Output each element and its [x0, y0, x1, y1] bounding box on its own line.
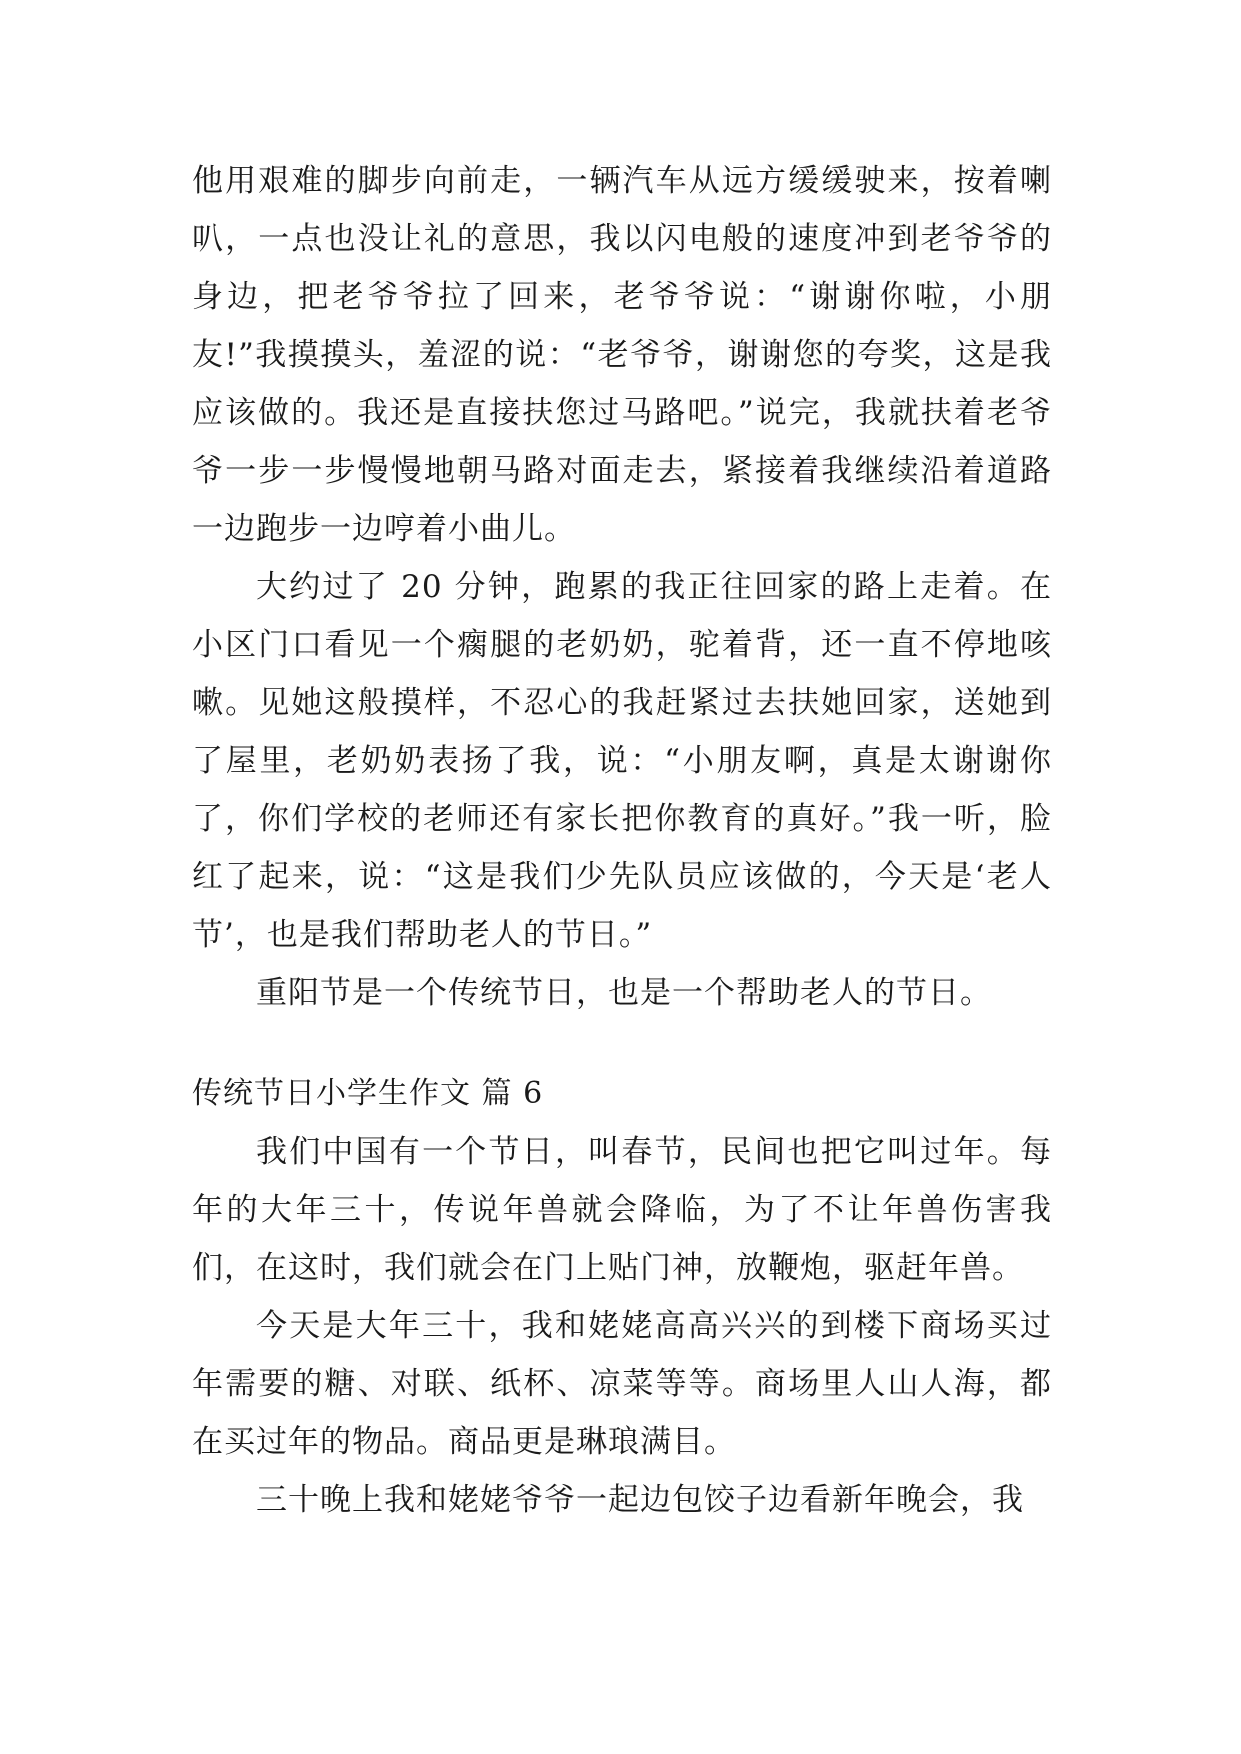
essay-5-continuation — [192, 152, 1052, 1022]
paragraph-shopping: 今天是大年三十，我和姥姥高高兴兴的到楼下商场买过年需要的糖、对联、纸杯、凉菜等等。商场里人山人海，都在买过年的物品。商品更是琳琅满目。 — [192, 1308, 1052, 1460]
paragraph-helping-grandpa: 他用艰难的脚步向前走，一辆汽车从远方缓缓驶来，按着喇叭，一点也没让礼的意思，我以闪电般的速度冲到老爷爷的身边，把老爷爷拉了回来，老爷爷说：“谢谢你啦，小朋友!”我摸摸头，羞涩的说：“老爷爷，谢谢您的夸奖，这是我应该做的。我还是直接扶您过马路吧。”说完，我就扶着老爷爷一步一步慢慢地朝马路对面走去，紧接着我继续沿着道路一边跑步一边哼着小曲儿。 — [192, 163, 1052, 547]
paragraph-new-year-eve: 三十晚上我和姥姥爷爷一起边包饺子边看新年晚会，我 — [256, 1482, 1024, 1518]
paragraph-conclusion: 重阳节是一个传统节日，也是一个帮助老人的节日。 — [256, 975, 992, 1011]
essay-6 — [192, 1065, 1052, 1529]
paragraph-helping-grandma: 大约过了 20 分钟，跑累的我正往回家的路上走着。在小区门口看见一个瘸腿的老奶奶，驼着背，还一直不停地咳嗽。见她这般摸样，不忍心的我赶紧过去扶她回家，送她到了屋里，老奶奶表扬了我，说：“小朋友啊，真是太谢谢你了，你们学校的老师还有家长把你教育的真好。”我一听，脸红了起来，说：“这是我们少先队员应该做的，今天是‘老人节’，也是我们帮助老人的节日。” — [192, 569, 1052, 953]
essay-heading: 传统节日小学生作文 篇 6 — [192, 1076, 544, 1111]
paragraph-spring-festival-intro: 我们中国有一个节日，叫春节，民间也把它叫过年。每年的大年三十，传说年兽就会降临，为了不让年兽伤害我们，在这时，我们就会在门上贴门神，放鞭炮，驱赶年兽。 — [192, 1134, 1052, 1286]
